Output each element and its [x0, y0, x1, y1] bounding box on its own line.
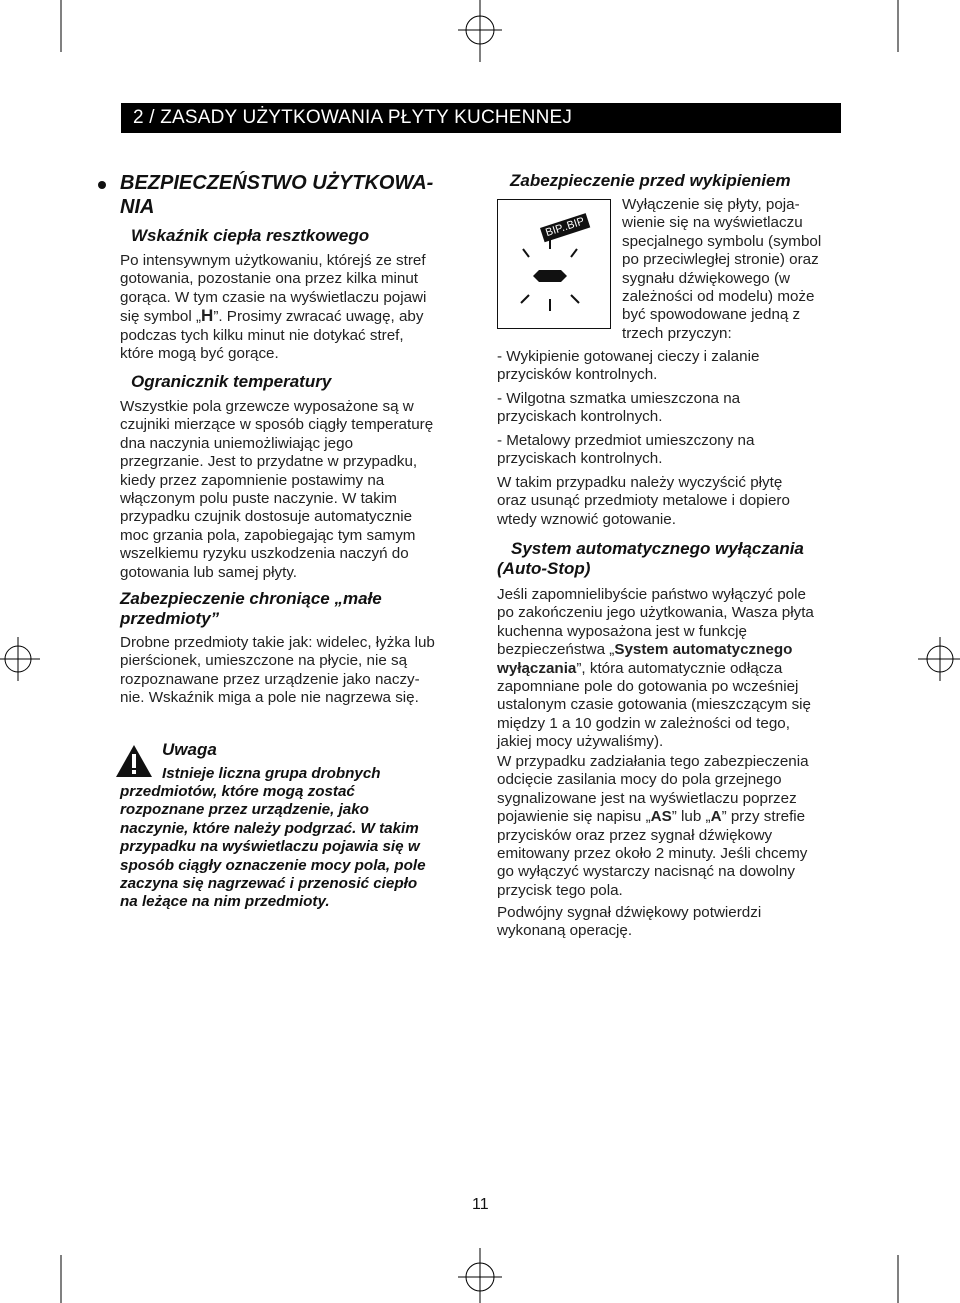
chapter-header: 2 / ZASADY UŻYTKOWANIA PŁYTY KUCHENNEJ: [121, 103, 841, 133]
boilover-cause-1: - Wykipienie gotowanej cieczy i zalanie przycisków kontrolnych.: [497, 348, 760, 384]
boilover-side-paragraph: Wyłączenie się płyty, poja- wienie się na wyświetlaczu specjalnego symbolu (symbol po przeciwległej stronie) oraz sygnału dźwiękowego (w zależności od modelu) może być spowodowane jedną z trzech przyczyn:: [622, 196, 822, 342]
bullet-icon: [97, 178, 111, 192]
autostop-heading: System automatycznego wyłączania (Auto-Stop): [497, 539, 804, 578]
boilover-cause-2: - Wilgotna szmatka umieszczona na przyciskach kontrolnych.: [497, 390, 741, 426]
boilover-beep-icon: [497, 199, 611, 329]
small-items-heading: Zabezpieczenie chroniące „małe przedmioty”: [120, 589, 382, 628]
indicator-heading: Wskaźnik ciepła resztkowego: [131, 226, 370, 245]
boilover-action: W takim przypadku należy wyczyścić płytę oraz usunąć przedmioty metalowe i dopiero wtedy wznowić gotowanie.: [497, 474, 790, 528]
autostop-paragraph-1: Jeśli zapomnielibyście państwo wyłączyć pole po zakończeniu jego użytkowania, Wasza płyta kuchenna wyposażona jest w funkcję bezpieczeństwa „System automatycznego wyłączania”, która automatycznie odłącza zapomniane pole do gotowania po wcześniej ustalonym czasie gotowania (mieszczącym się między 1 a 10 godzin w zależności od tego, jakiej mocy używaliśmy).: [497, 586, 814, 751]
warning-first-line: Istnieje liczna grupa drobnych: [162, 765, 381, 782]
indicator-paragraph: Po intensywnym użytkowaniu, którejś ze stref gotowania, pozostanie ona przez kilka minut gorąca. W tym czasie na wyświetlaczu pojawi się symbol „H”. Prosimy zwracać uwagę, aby podczas tych kilku minut nie dotykać stref, które mogą być gorące.: [120, 252, 427, 363]
page-number: 11: [472, 1196, 489, 1213]
warning-heading: Uwaga: [162, 740, 217, 759]
boilover-heading: Zabezpieczenie przed wykipieniem: [510, 171, 791, 190]
warning-icon: [114, 742, 154, 780]
h-symbol: H: [201, 306, 214, 326]
limiter-heading: Ogranicznik temperatury: [131, 372, 332, 391]
autostop-paragraph-2: W przypadku zadziałania tego zabezpieczenia odcięcie zasilania mocy do pola grzejnego sygnalizowane jest na wyświetlaczu poprzez pojawienie się napisu „AS” lub „A” przy strefie przycisków oraz przez sygnał dźwiękowy emitowany przez około 2 minuty. Jeśli chcemy go wyłączyć wystarczy nacisnąć na dowolny przycisk tego pola.: [497, 753, 809, 899]
small-items-paragraph: Drobne przedmioty takie jak: widelec, łyżka lub pierścionek, umieszczone na płycie, nie są rozpoznawane przez urządzenie jako naczy- nie. Wskaźnik miga a pole nie nagrzewa się.: [120, 634, 435, 707]
beep-label: BIP..BIP: [540, 213, 590, 242]
boilover-cause-3: - Metalowy przedmiot umieszczony na przyciskach kontrolnych.: [497, 432, 755, 468]
section-title: BEZPIECZEŃSTWO UŻYTKOWA- NIA: [120, 172, 434, 218]
limiter-paragraph: Wszystkie pola grzewcze wyposażone są w czujniki mierzące w sposób ciągły temperaturę dna naczynia uniemożliwiając jego przegrzanie. Jest to przydatne w przypadku, kiedy przez zapomnienie postawimy na włączonym polu puste naczynie. W takim przypadku czujnik dostosuje automatycznie moc grzania pola, zapobiegając tym samym wszelkiemu ryzyku uszkodzenia naczyń do gotowania lub samej płyty.: [120, 398, 434, 581]
warning-paragraph: przedmiotów, które mogą zostać rozpoznane przez urządzenie, jako naczynie, które należy podgrzać. W takim przypadku na wyświetlaczu pojawia się w sposób ciągły oznaczenie mocy pola, pole zaczyna się nagrzewać i przenosić ciepło na leżące na nim przedmioty.: [120, 783, 426, 911]
autostop-paragraph-3: Podwójny sygnał dźwiękowy potwierdzi wykonaną operację.: [497, 904, 762, 940]
